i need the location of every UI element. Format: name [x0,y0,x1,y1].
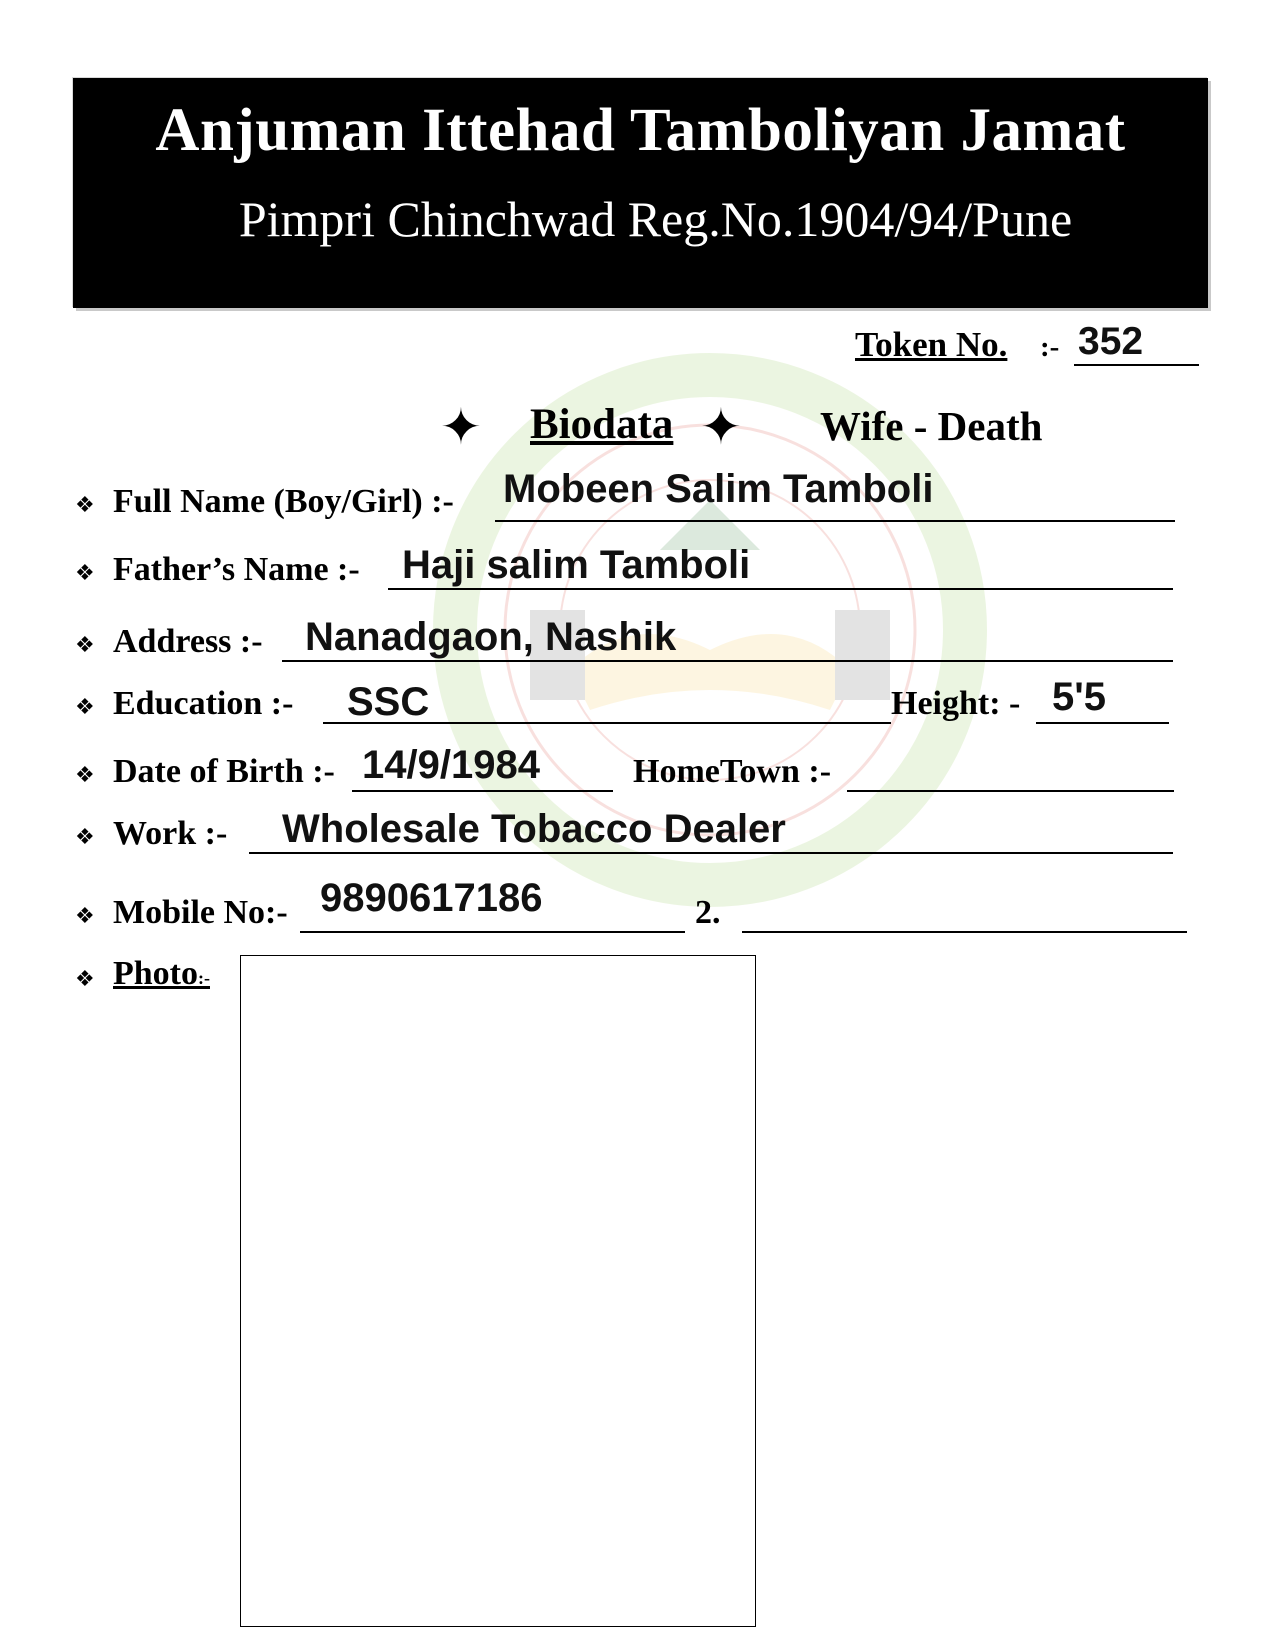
marital-note: Wife - Death [820,403,1043,449]
father-name-value: Haji salim Tamboli [402,543,751,587]
address-label: Address :- [113,623,263,660]
full-name-value: Mobeen Salim Tamboli [503,467,934,511]
bullet-icon: ❖ [75,824,95,849]
full-name-line [495,520,1175,522]
dob-line [352,790,613,792]
hometown-label: HomeTown :- [633,753,832,790]
token-value: 352 [1078,320,1144,363]
token-separator: :- [1040,331,1060,363]
mobile-value: 9890617186 [320,876,543,920]
address-line [282,660,1173,662]
star-icon: ✦ [700,399,742,455]
bullet-icon: ❖ [75,903,95,928]
bullet-icon: ❖ [75,694,95,719]
organization-subtitle: Pimpri Chinchwad Reg.No.1904/94/Pune [238,191,1073,247]
form-title: Biodata [530,401,674,448]
bullet-icon: ❖ [75,560,95,585]
photo-label-group [113,955,210,993]
address-value: Nanadgaon, Nashik [305,615,677,659]
mobile-label: Mobile No:- [113,894,288,931]
photo-box [240,955,756,1627]
education-label: Education :- [113,685,294,722]
organization-name: Anjuman Ittehad Tamboliyan Jamat [155,97,1126,164]
mobile2-line [742,931,1187,933]
full-name-label: Full Name (Boy/Girl) :- [113,483,454,520]
photo-label: Photo [113,955,198,992]
work-value: Wholesale Tobacco Dealer [282,807,786,851]
dob-value: 14/9/1984 [362,743,540,787]
star-icon: ✦ [440,399,482,455]
dob-label: Date of Birth :- [113,753,335,790]
photo-label-suffix: :- [198,968,210,988]
bullet-icon: ❖ [75,632,95,657]
father-name-line [388,588,1173,590]
header-banner [73,78,1208,308]
hometown-line [847,790,1174,792]
bullet-icon: ❖ [75,762,95,787]
bullet-icon: ❖ [75,966,95,991]
token-label: Token No. [855,325,1008,364]
father-name-label: Father’s Name :- [113,551,360,588]
bullet-icon: ❖ [75,492,95,517]
token-underline [1074,364,1199,366]
work-label: Work :- [113,815,228,852]
mobile-line [300,931,685,933]
work-line [249,852,1173,854]
height-line [1036,722,1169,724]
mobile2-label: 2. [695,894,721,931]
height-value: 5'5 [1052,675,1107,719]
height-label: Height: - [891,685,1021,722]
education-value: SSC [347,680,430,724]
